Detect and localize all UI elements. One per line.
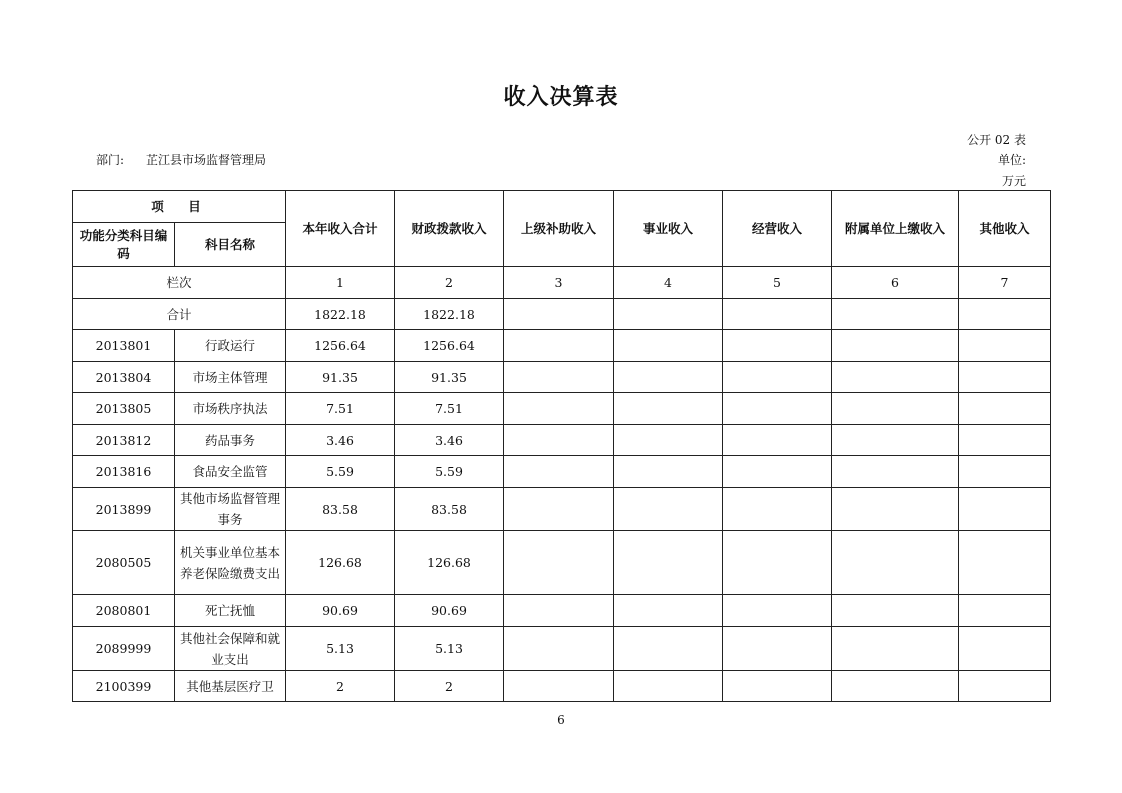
amount-cell: 3.46 [395,425,504,456]
func-code-cell: 2080505 [73,531,175,595]
subject-name-cell: 其他社会保障和就业支出 [175,627,286,671]
amount-cell [959,362,1051,393]
total-label: 合计 [73,299,286,330]
table-row [73,393,1051,425]
total-row [73,299,1051,330]
form-number: 公开 02 表 [967,133,1026,147]
amount-cell [504,488,614,531]
amount-cell [614,595,723,627]
amount-cell [504,595,614,627]
amount-cell: 2 [286,671,395,702]
row-index-cell: 5 [723,267,832,299]
amount-cell [504,425,614,456]
amount-cell [959,488,1051,531]
amount-cell [504,456,614,488]
amount-cell: 1256.64 [286,330,395,362]
unit-label: 单位: [997,153,1026,167]
amount-cell [959,393,1051,425]
row-index-cell: 3 [504,267,614,299]
subject-name-cell: 机关事业单位基本养老保险缴费支出 [175,531,286,595]
amount-cell [959,595,1051,627]
table-row [73,595,1051,627]
header-col-4: 事业收入 [614,191,723,267]
department-label: 部门: [96,153,125,167]
subject-name-cell: 市场秩序执法 [175,393,286,425]
amount-cell: 91.35 [286,362,395,393]
table-row [73,362,1051,393]
subject-name-cell: 行政运行 [175,330,286,362]
total-cell: 1822.18 [286,299,395,330]
header-row-1 [73,191,1051,223]
unit-value: 万元 [1001,174,1026,188]
amount-cell: 90.69 [395,595,504,627]
amount-cell [614,671,723,702]
amount-cell [504,393,614,425]
amount-cell [832,671,959,702]
row-index-cell: 2 [395,267,504,299]
func-code-cell: 2013812 [73,425,175,456]
amount-cell [723,627,832,671]
department-line [96,151,266,168]
func-code-cell: 2080801 [73,595,175,627]
amount-cell [959,671,1051,702]
amount-cell [959,425,1051,456]
amount-cell [832,330,959,362]
table-row [73,627,1051,671]
row-index-label: 栏次 [73,267,286,299]
amount-cell: 1256.64 [395,330,504,362]
amount-cell [832,488,959,531]
amount-cell [723,362,832,393]
row-index-cell: 4 [614,267,723,299]
total-cell [832,299,959,330]
func-code-cell: 2013816 [73,456,175,488]
amount-cell [832,425,959,456]
amount-cell [723,488,832,531]
subject-name-cell: 死亡抚恤 [175,595,286,627]
amount-cell: 7.51 [395,393,504,425]
func-code-cell: 2013899 [73,488,175,531]
subject-name-cell: 市场主体管理 [175,362,286,393]
amount-cell: 5.13 [286,627,395,671]
amount-cell [614,456,723,488]
table-row [73,488,1051,531]
total-cell [723,299,832,330]
amount-cell [723,531,832,595]
header-project: 项 目 [73,191,286,223]
department-name: 芷江县市场监督管理局 [146,153,267,167]
total-cell [504,299,614,330]
func-code-cell: 2013804 [73,362,175,393]
header-col-6: 附属单位上缴收入 [832,191,959,267]
amount-cell [614,488,723,531]
amount-cell [832,362,959,393]
amount-cell [614,425,723,456]
amount-cell [504,627,614,671]
header-subject-name: 科目名称 [175,223,286,267]
total-cell: 1822.18 [395,299,504,330]
table-row [73,425,1051,456]
row-index-row [73,267,1051,299]
amount-cell: 3.46 [286,425,395,456]
amount-cell [614,393,723,425]
row-index-cell: 1 [286,267,395,299]
amount-cell [614,362,723,393]
amount-cell [723,330,832,362]
amount-cell: 91.35 [395,362,504,393]
header-col-1: 本年收入合计 [286,191,395,267]
row-index-cell: 6 [832,267,959,299]
amount-cell [832,595,959,627]
table-row [73,671,1051,702]
amount-cell [504,362,614,393]
total-cell [614,299,723,330]
func-code-cell: 2100399 [73,671,175,702]
amount-cell [614,531,723,595]
subject-name-cell: 食品安全监管 [175,456,286,488]
amount-cell: 5.59 [395,456,504,488]
header-col-5: 经营收入 [723,191,832,267]
amount-cell: 5.59 [286,456,395,488]
amount-cell [832,393,959,425]
total-cell [959,299,1051,330]
amount-cell [504,330,614,362]
amount-cell [614,330,723,362]
amount-cell [832,531,959,595]
amount-cell: 126.68 [395,531,504,595]
amount-cell: 5.13 [395,627,504,671]
subject-name-cell: 药品事务 [175,425,286,456]
amount-cell [723,425,832,456]
func-code-cell: 2013805 [73,393,175,425]
amount-cell: 2 [395,671,504,702]
table-row [73,456,1051,488]
func-code-cell: 2013801 [73,330,175,362]
subject-name-cell: 其他基层医疗卫 [175,671,286,702]
amount-cell [504,531,614,595]
amount-cell [832,627,959,671]
page-number: 6 [557,713,565,727]
page-title: 收入决算表 [503,85,619,110]
func-code-cell: 2089999 [73,627,175,671]
table-row [73,531,1051,595]
amount-cell: 83.58 [395,488,504,531]
amount-cell [832,456,959,488]
amount-cell [959,531,1051,595]
amount-cell [959,456,1051,488]
amount-cell [614,627,723,671]
amount-cell [723,595,832,627]
amount-cell: 83.58 [286,488,395,531]
amount-cell [959,627,1051,671]
row-index-cell: 7 [959,267,1051,299]
amount-cell [723,671,832,702]
amount-cell [723,456,832,488]
amount-cell [504,671,614,702]
table-row [73,330,1051,362]
header-col-3: 上级补助收入 [504,191,614,267]
header-col-7: 其他收入 [959,191,1051,267]
amount-cell: 126.68 [286,531,395,595]
header-func-code: 功能分类科目编码 [73,223,175,267]
amount-cell: 90.69 [286,595,395,627]
income-table [72,190,1051,702]
amount-cell [723,393,832,425]
header-col-2: 财政拨款收入 [395,191,504,267]
amount-cell: 7.51 [286,393,395,425]
subject-name-cell: 其他市场监督管理事务 [175,488,286,531]
amount-cell [959,330,1051,362]
